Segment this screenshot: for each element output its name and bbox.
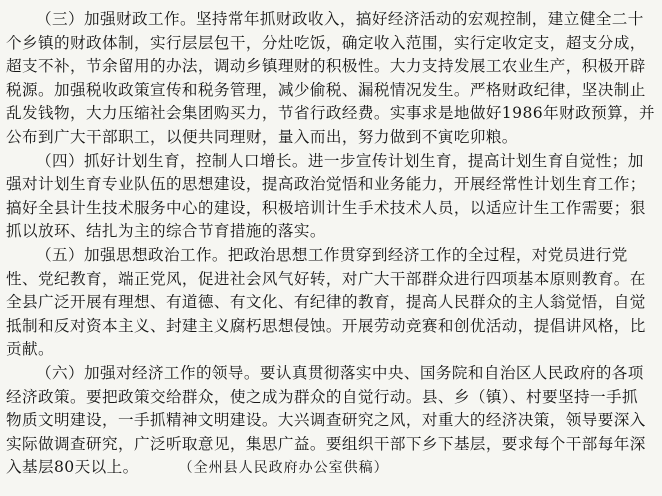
- text-line-end: 入基层80天以上。: [6, 458, 139, 477]
- text-line: 物质文明建设，一手抓精神文明建设。大兴调查研究之风，对重大的经济决策，领导要深入: [6, 411, 646, 430]
- text-line: 公布到广大干部职工，以便共同理财，量入而出，努力做到不寅吃卯粮。: [6, 127, 518, 146]
- text-line: 搞好全县计生技术服务中心的建设，积极培训计生手术技术人员，以适应计生工作需要；狠: [6, 198, 646, 217]
- paragraph-leadership: [6, 362, 652, 481]
- text-line: 性、党纪教育，端正党风，促进社会风气好转，对广大干部群众进行四项基本原则教育。在: [6, 269, 646, 288]
- text-line-with-source: [6, 456, 652, 481]
- text-line: （三）加强财政工作。坚持常年抓财政收入，搞好经济活动的宏观控制，建立健全二十: [36, 10, 644, 28]
- text-line: 超支不补，节余留用的办法，调动乡镇理财的积极性。大力支持发展工农业生产，积极开辟: [6, 57, 646, 76]
- text-line: （六）加强对经济工作的领导。要认真贯彻落实中央、国务院和自治区人民政府的各项: [36, 363, 644, 382]
- text-line: 个乡镇的财政体制，实行层层包干，分灶吃饭，确定收入范围，实行定收定支，超支分成，: [6, 33, 646, 52]
- text-line: 经济政策。要把政策交给群众，使之成为群众的自觉行动。县、乡（镇）、村要坚持一手抓: [6, 387, 638, 406]
- text-line: 贡献。: [6, 340, 54, 359]
- source-credit: （全州县人民政府办公室供稿）: [178, 460, 389, 477]
- text-line: （四）抓好计划生育，控制人口增长。进一步宣传计划生育，提高计划生育自觉性；加: [36, 151, 644, 170]
- text-line: 实际做调查研究，广泛听取意见，集思广益。要组织干部下乡下基层，要求每个干部每年深: [6, 434, 646, 453]
- text-line: 强对计划生育专业队伍的思想建设，提高政治觉悟和业务能力，开展经常性计划生育工作；: [6, 175, 646, 194]
- text-line: 全县广泛开展有理想、有道德、有文化、有纪律的教育，提高人民群众的主人翁觉悟，自觉: [6, 293, 646, 312]
- paragraph-finance: [6, 8, 656, 150]
- text-line: 乱发钱物，大力压缩社会集团购买力，节省行政经费。实事求是地做好1986年财政预算，并: [6, 104, 656, 123]
- text-line: （五）加强思想政治工作。把政治思想工作贯穿到经济工作的全过程，对党员进行党: [36, 245, 628, 264]
- text-line: 抵制和反对资本主义、封建主义腐朽思想侵蚀。开展劳动竞赛和创优活动，提倡讲风格，比: [6, 316, 646, 335]
- paragraph-family-planning: [6, 150, 652, 244]
- paragraph-ideology: [6, 244, 652, 362]
- text-line: 税源。加强税收政策宣传和税务管理，减少偷税、漏税情况发生。严格财政纪律，坚决制止: [6, 80, 646, 99]
- text-line: 抓以放环、结扎为主的综合节育措施的落实。: [6, 222, 326, 241]
